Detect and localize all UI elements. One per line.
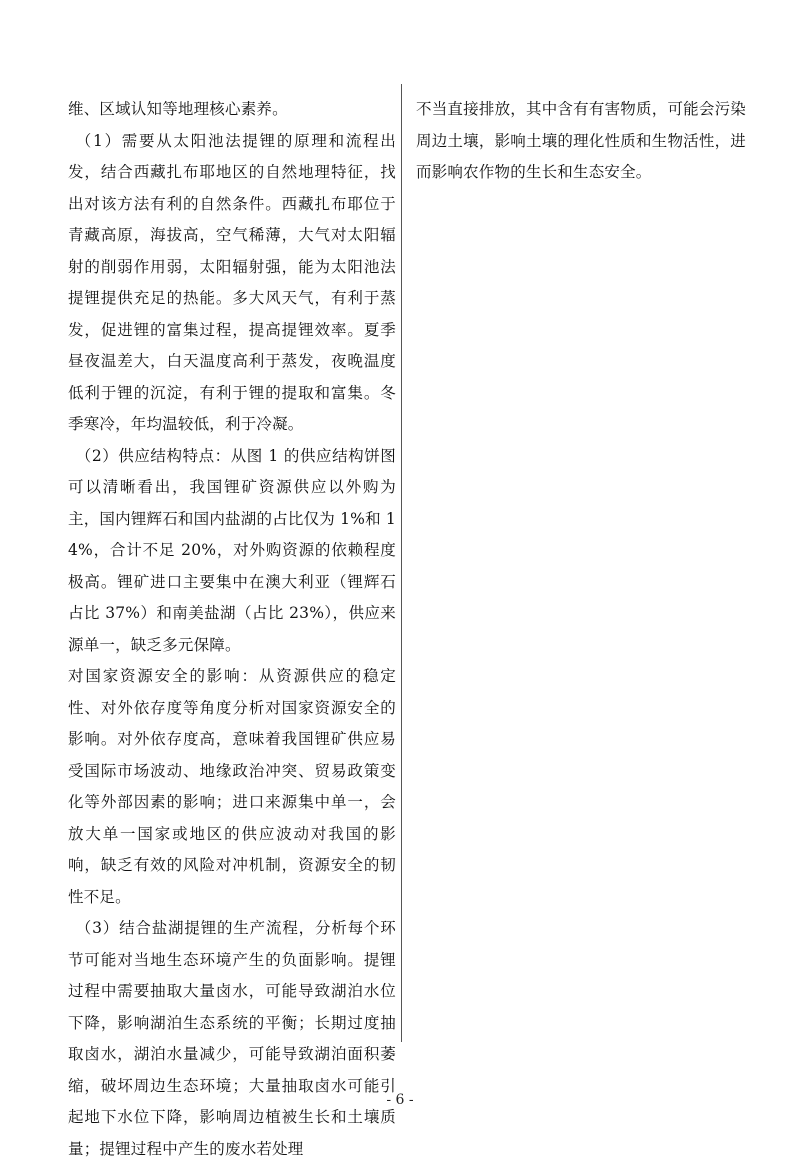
left-column — [68, 94, 396, 1165]
column-divider — [401, 84, 402, 1042]
paragraph-answer-3-continued: 不当直接排放，其中含有有害物质，可能会污染周边土壤，影响土壤的理化性质和生物活性，进而影响农作物的生长和生态安全。 — [416, 100, 746, 181]
paragraph-answer-2: （2）供应结构特点：从图 1 的供应结构饼图可以清晰看出，我国锂矿资源供应以外购为主，国内锂辉石和国内盐湖的占比仅为 1%和 14%，合计不足 20%，对外购资源的依赖程度极高。锂矿进口主要集中在澳大利亚（锂辉石占比 37%）和南美盐湖（占比 23%），供应来源单一，缺乏多元保障。 — [68, 446, 396, 654]
paragraph-answer-3: （3）结合盐湖提锂的生产流程，分析每个环节可能对当地生态环境产生的负面影响。提锂过程中需要抽取大量卤水，可能导致湖泊水位下降，影响湖泊生态系统的平衡；长期过度抽取卤水，湖泊水量减少，可能导致湖泊面积萎缩，破坏周边生态环境；大量抽取卤水可能引起地下水位下降，影响周边植被生长和土壤质量；提锂过程中产生的废水若处理 — [68, 919, 396, 1158]
paragraph-answer-1: （1）需要从太阳池法提锂的原理和流程出发，结合西藏扎布耶地区的自然地理特征，找出对该方法有利的自然条件。西藏扎布耶位于青藏高原，海拔高，空气稀薄，大气对太阳辐射的削弱作用弱，太阳辐射强，能为太阳池法提锂提供充足的热能。多大风天气，有利于蒸发，促进锂的富集过程，提高提锂效率。夏季昼夜温差大，白天温度高利于蒸发，夜晚温度低利于锂的沉淀，有利于锂的提取和富集。冬季寒冷，年均温较低，利于冷凝。 — [68, 131, 396, 433]
paragraph-continuation: 维、区域认知等地理核心素养。 — [68, 100, 288, 118]
page-number: - 6 - — [386, 1092, 414, 1108]
right-column — [416, 94, 746, 189]
paragraph-resource-security: 对国家资源安全的影响：从资源供应的稳定性、对外依存度等角度分析对国家资源安全的影响。对外依存度高，意味着我国锂矿供应易受国际市场波动、地缘政治冲突、贸易政策变化等外部因素的影响；进口来源集中单一，会放大单一国家或地区的供应波动对我国的影响，缺乏有效的风险对冲机制，资源安全的韧性不足。 — [68, 667, 396, 906]
